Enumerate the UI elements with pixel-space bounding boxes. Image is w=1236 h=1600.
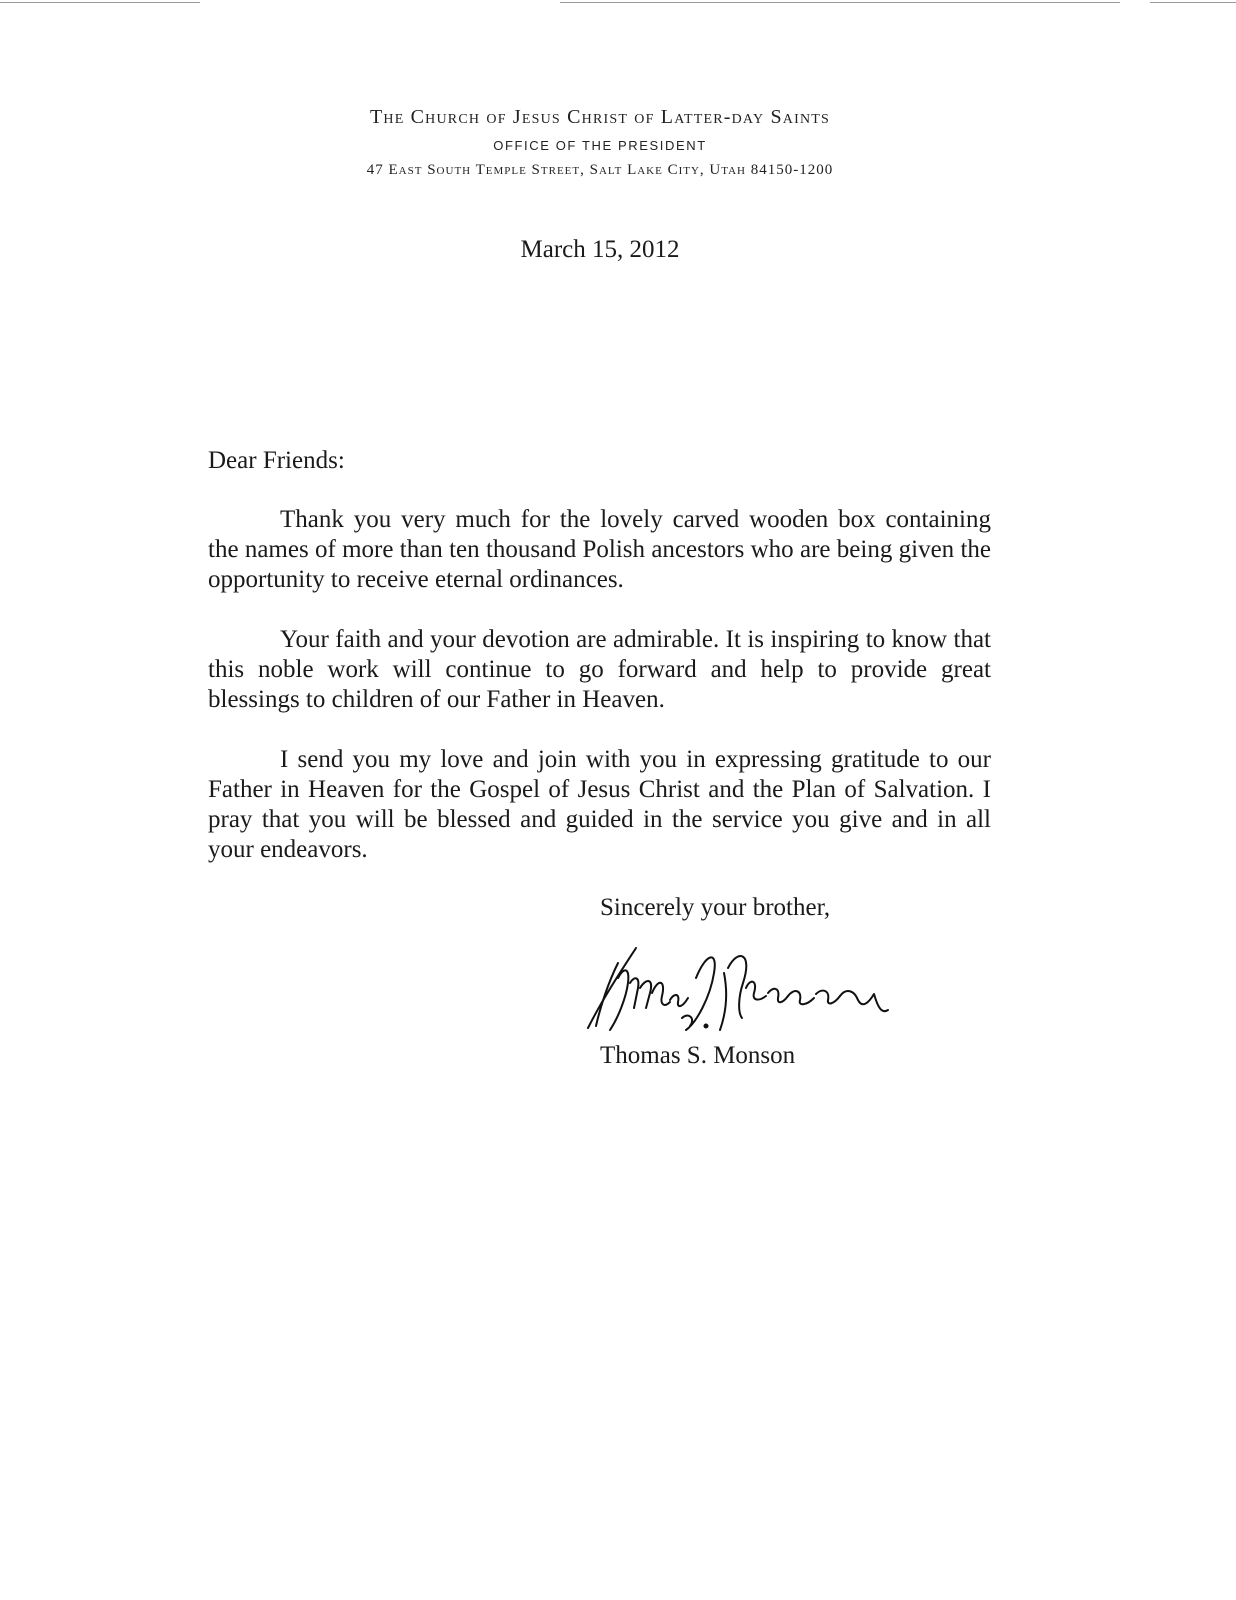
scan-artifact-line xyxy=(1150,2,1236,3)
closing: Sincerely your brother, xyxy=(600,894,831,921)
body-paragraph-2: Your faith and your devotion are admirable. It is inspiring to know that this noble work will continue to go forward and help to provide great blessings to children of our Father in Heaven. xyxy=(208,626,991,713)
letterhead-organization: The Church of Jesus Christ of Latter-day Saints xyxy=(369,106,831,128)
handwritten-signature xyxy=(578,938,908,1038)
letterhead-address: 47 East South Temple Street, Salt Lake City, Utah 84150-1200 xyxy=(366,162,834,178)
salutation: Dear Friends: xyxy=(208,447,345,474)
body-paragraph-1: Thank you very much for the lovely carved wooden box containing the names of more than ten thousand Polish ancestors who are being given the opportunity to receive eternal ordinances. xyxy=(208,506,991,593)
letterhead-office: OFFICE OF THE PRESIDENT xyxy=(493,138,707,153)
signer-name: Thomas S. Monson xyxy=(600,1042,796,1069)
letter-date: March 15, 2012 xyxy=(520,236,680,263)
body-paragraph-3: I send you my love and join with you in expressing gratitude to our Father in Heaven for the Gospel of Jesus Christ and the Plan of Salvation. I pray that you will be blessed and guided in the service you give and in all your endeavors. xyxy=(208,746,991,863)
scan-artifact-line xyxy=(0,2,200,3)
scan-artifact-line xyxy=(560,2,1120,3)
